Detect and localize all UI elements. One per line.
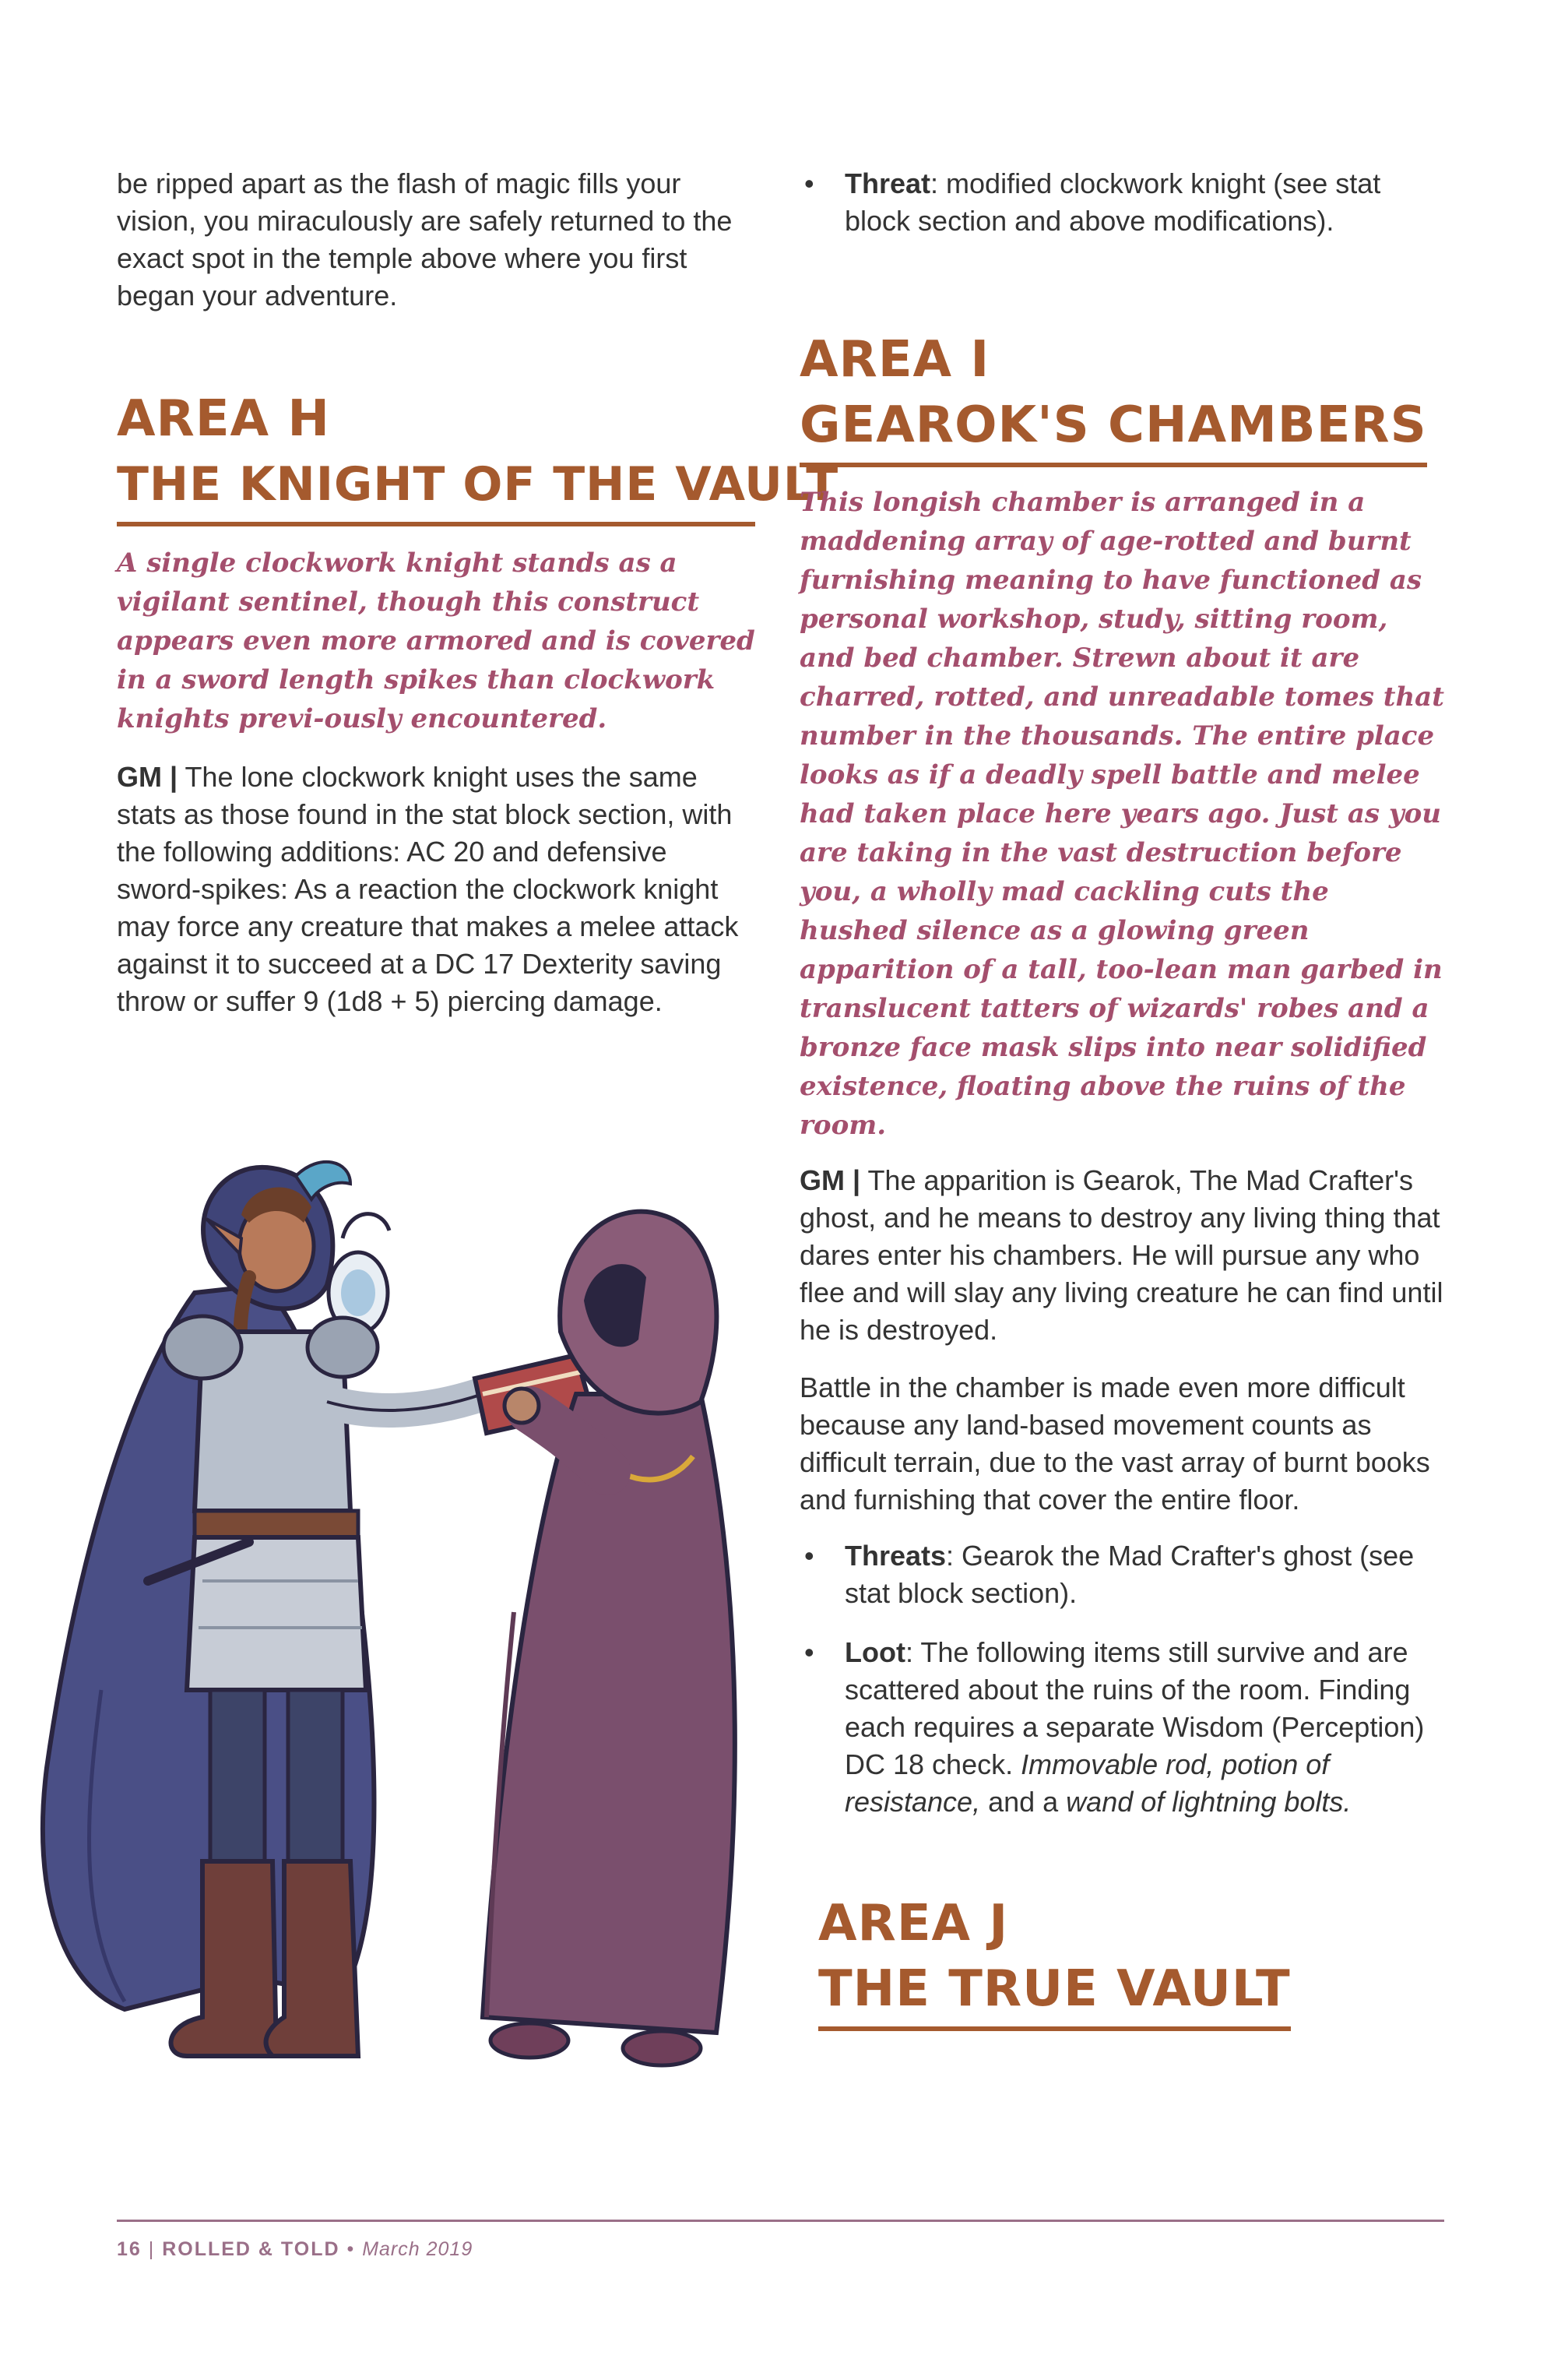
area-h-gm-text: The lone clockwork knight uses the same stats as those found in the stat block section, with the following additions: AC 20 and defensive sword-spikes: As a reaction the clockwork knight may force any creature that makes a melee attack against it to succeed at a DC 17 Dexterity saving throw or suffer 9 (1d8 + 5) piercing damage. — [117, 761, 739, 1017]
characters-illustration — [16, 1145, 779, 2134]
magazine-name: ROLLED & TOLD — [162, 2238, 340, 2260]
right-column — [800, 165, 1446, 2031]
area-i-heading — [800, 327, 1427, 467]
loot-item-2: wand of lightning bolts. — [1066, 1786, 1352, 1818]
loot-and: and a — [980, 1786, 1067, 1818]
area-j-heading — [818, 1891, 1291, 2031]
footer-separator: | — [148, 2238, 156, 2260]
area-h-heading — [117, 386, 839, 526]
area-h-heading-line1: AREA H — [117, 390, 330, 448]
list-item — [800, 1634, 1446, 1821]
area-h-heading-line2: THE KNIGHT OF THE VAULT — [117, 457, 839, 512]
area-i-gm-paragraph — [800, 1162, 1446, 1349]
area-i-gm-text: The apparition is Gearok, The Mad Crafter's ghost, and he means to destroy any living thing that dares enter his chambers. He will pursue any who flee and will slay any living creature he can find until he is destroyed. — [800, 1164, 1443, 1346]
left-column — [117, 165, 839, 1020]
area-j-heading-line1: AREA J — [818, 1895, 1009, 1952]
list-item — [800, 165, 1446, 240]
area-i-bullet-list — [800, 1537, 1446, 1821]
threat-text: : modified clockwork knight (see stat block section and above modifications). — [845, 167, 1381, 237]
page-number: 16 — [117, 2238, 142, 2260]
area-i-heading-line2: GEAROK'S CHAMBERS — [800, 396, 1427, 454]
area-h-readaloud: A single clockwork knight stands as a vigilant sentinel, though this construct appears even more armored and is covered in a sword length spikes than clockwork knights previ-ously encountered. — [117, 547, 755, 734]
area-i-heading-line1: AREA I — [800, 331, 990, 389]
area-j-heading-line2: THE TRUE VAULT — [818, 1960, 1291, 2018]
threats-text: : Gearok the Mad Crafter's ghost (see stat block section). — [845, 1540, 1415, 1609]
intro-paragraph: be ripped apart as the flash of magic fills your vision, you miraculously are safely returned to the exact spot in the temple above where you first began your adventure. — [117, 167, 733, 312]
footer-bullet: • — [346, 2238, 356, 2260]
footer-divider — [117, 2220, 1444, 2222]
hooded-figure — [483, 1212, 735, 2065]
battle-paragraph: Battle in the chamber is made even more difficult because any land-based movement counts as difficult terrain, due to the vast array of burnt books and furnishing that cover the entire floor. — [800, 1371, 1430, 1516]
area-i-readaloud: This longish chamber is arranged in a maddening array of age-rotted and burnt furnishing meaning to have functioned as personal workshop, study, sitting room, and bed chamber. Strewn about it are charred, rotted, and unreadable tomes that number in the thousands. The entire place looks as if a deadly spell battle and melee had taken place here years ago. Just as you are taking in the vast destruction before you, a wholly mad cackling cuts the hushed silence as a glowing green apparition of a tall, too-lean man garbed in translucent tatters of wizards' robes and a bronze face mask slips into near solidified existence, floating above the ruins of the room. — [800, 487, 1444, 1141]
loot-text: : The following items still survive and are scattered about the ruins of the room. Finding each requires a separate Wisdom (Perception) DC 18 check. — [845, 1636, 1425, 1780]
elf-adventurer-figure — [43, 1162, 483, 2056]
issue-date: March 2019 — [362, 2238, 473, 2260]
page-footer — [117, 2238, 473, 2261]
gm-label: GM | — [117, 761, 178, 793]
threats-label: Threats — [845, 1540, 947, 1572]
list-item — [800, 1537, 1446, 1612]
loot-item-1: Immovable rod, potion of resistance, — [845, 1748, 1330, 1818]
loot-label: Loot — [845, 1636, 905, 1668]
gm-label: GM | — [800, 1164, 861, 1196]
threat-label: Threat — [845, 167, 931, 199]
area-h-gm-paragraph — [117, 759, 755, 1020]
area-h-threat-list — [800, 165, 1446, 240]
